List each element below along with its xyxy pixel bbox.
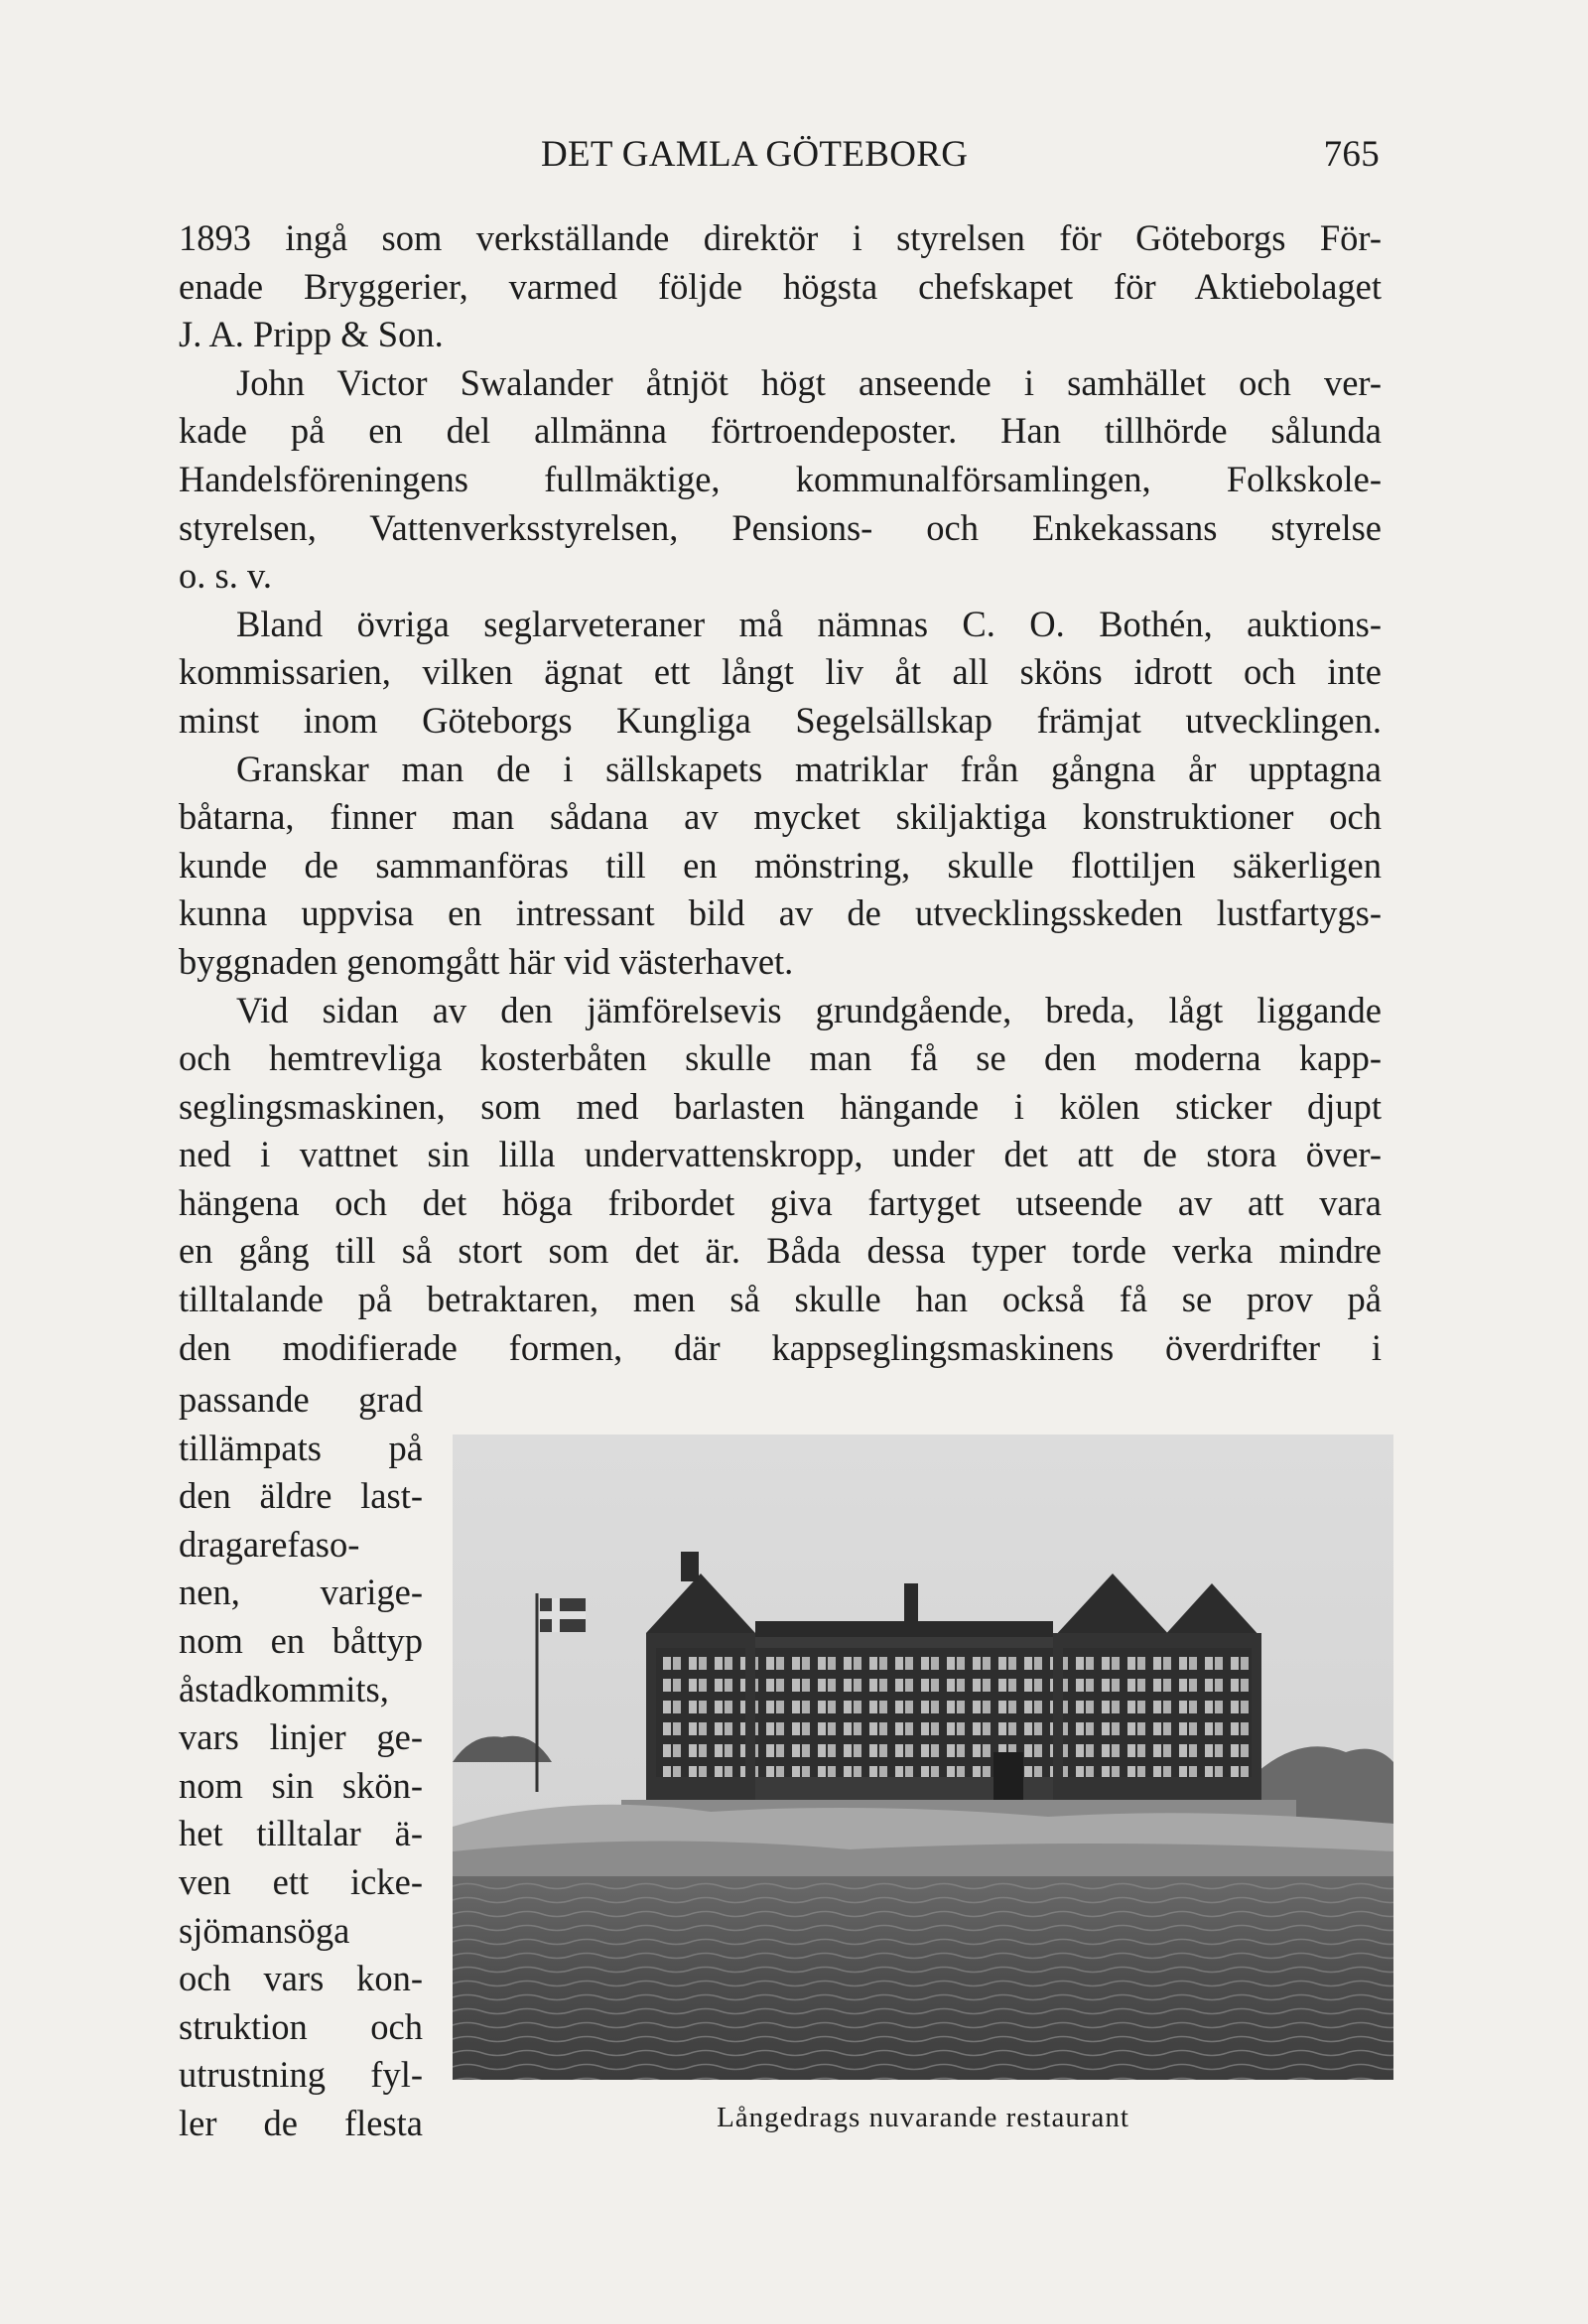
text-line: enade Bryggerier, varmed följde högsta chefskapet för Aktiebolaget [179, 265, 1382, 307]
text-line: styrelsen, Vattenverksstyrelsen, Pensions- och Enkekassans styrelse [179, 506, 1382, 548]
text-line: ven ett icke- [179, 1860, 423, 1902]
text-line: dragarefaso- [179, 1523, 360, 1565]
text-line: J. A. Pripp & Son. [179, 314, 444, 355]
text-line: Handelsföreningens fullmäktige, kommunalförsamlingen, Folkskole- [179, 458, 1382, 499]
text-line: åstadkommits, [179, 1668, 389, 1709]
text-line: tilltalande på betraktaren, men så skulle han också få se prov på [179, 1279, 1382, 1320]
text-line: den äldre last- [179, 1475, 423, 1517]
restaurant-photo [453, 1435, 1393, 2080]
text-line: passande grad [179, 1379, 423, 1420]
figure-caption: Långedrags nuvarande restaurant [717, 2102, 1129, 2133]
text-line: ned i vattnet sin lilla undervattenskropp, under det att de stora över- [179, 1134, 1382, 1175]
page-number: 765 [1323, 134, 1380, 175]
text-line: Bland övriga seglarveteraner må nämnas C. O. Bothén, auktions- [236, 603, 1382, 644]
text-line: tillämpats på [179, 1427, 423, 1468]
text-line: minst inom Göteborgs Kungliga Segelsällskap främjat utvecklingen. [179, 699, 1382, 741]
photo-illustration [453, 1435, 1393, 2080]
text-line: sjömansöga [179, 1909, 350, 1951]
text-line: och vars kon- [179, 1958, 423, 1999]
body-text [179, 214, 1382, 1372]
text-line: hängena och det höga fribordet giva fartyget utseende av att vara [179, 1181, 1382, 1223]
text-line: ler de flesta [179, 2102, 423, 2143]
running-title: DET GAMLA GÖTEBORG [541, 134, 969, 175]
text-line: het tilltalar ä- [179, 1813, 423, 1854]
text-line: nom sin skön- [179, 1764, 423, 1806]
text-line: Vid sidan av den jämförelsevis grundgående, breda, lågt liggande [236, 989, 1382, 1030]
text-line: o. s. v. [179, 555, 272, 597]
text-line: kade på en del allmänna förtroendeposter. Han tillhörde sålunda [179, 410, 1382, 452]
text-line: båtarna, finner man sådana av mycket skiljaktiga konstruktioner och [179, 796, 1382, 838]
text-line: struktion och [179, 2005, 423, 2047]
text-line: John Victor Swalander åtnjöt högt anseende i samhället och ver- [236, 361, 1382, 403]
text-line: 1893 ingå som verkställande direktör i styrelsen för Göteborgs För- [179, 217, 1382, 258]
text-line: kommissarien, vilken ägnat ett långt liv åt all sköns idrott och inte [179, 651, 1382, 693]
text-line: seglingsmaskinen, som med barlasten hängande i kölen sticker djupt [179, 1085, 1382, 1127]
text-line: Granskar man de i sällskapets matriklar från gångna år upptagna [236, 748, 1382, 789]
text-line: en gång till så stort som det är. Båda dessa typer torde verka mindre [179, 1230, 1382, 1272]
text-line: utrustning fyl- [179, 2054, 423, 2096]
text-line: kunna uppvisa en intressant bild av de utvecklingsskeden lustfartygs- [179, 892, 1382, 934]
text-line: nen, varige- [179, 1572, 423, 1613]
text-line: kunde de sammanföras till en mönstring, skulle flottiljen säkerligen [179, 844, 1382, 886]
text-line: vars linjer ge- [179, 1716, 423, 1758]
text-line: nom en båttyp [179, 1619, 423, 1661]
text-line: och hemtrevliga kosterbåten skulle man få se den moderna kapp- [179, 1037, 1382, 1079]
running-header [541, 133, 1380, 183]
text-line: byggnaden genomgått här vid västerhavet. [179, 940, 794, 982]
narrow-column-text [179, 1376, 423, 2148]
text-line: den modifierade formen, där kappseglingsmaskinens överdrifter i [179, 1326, 1382, 1368]
